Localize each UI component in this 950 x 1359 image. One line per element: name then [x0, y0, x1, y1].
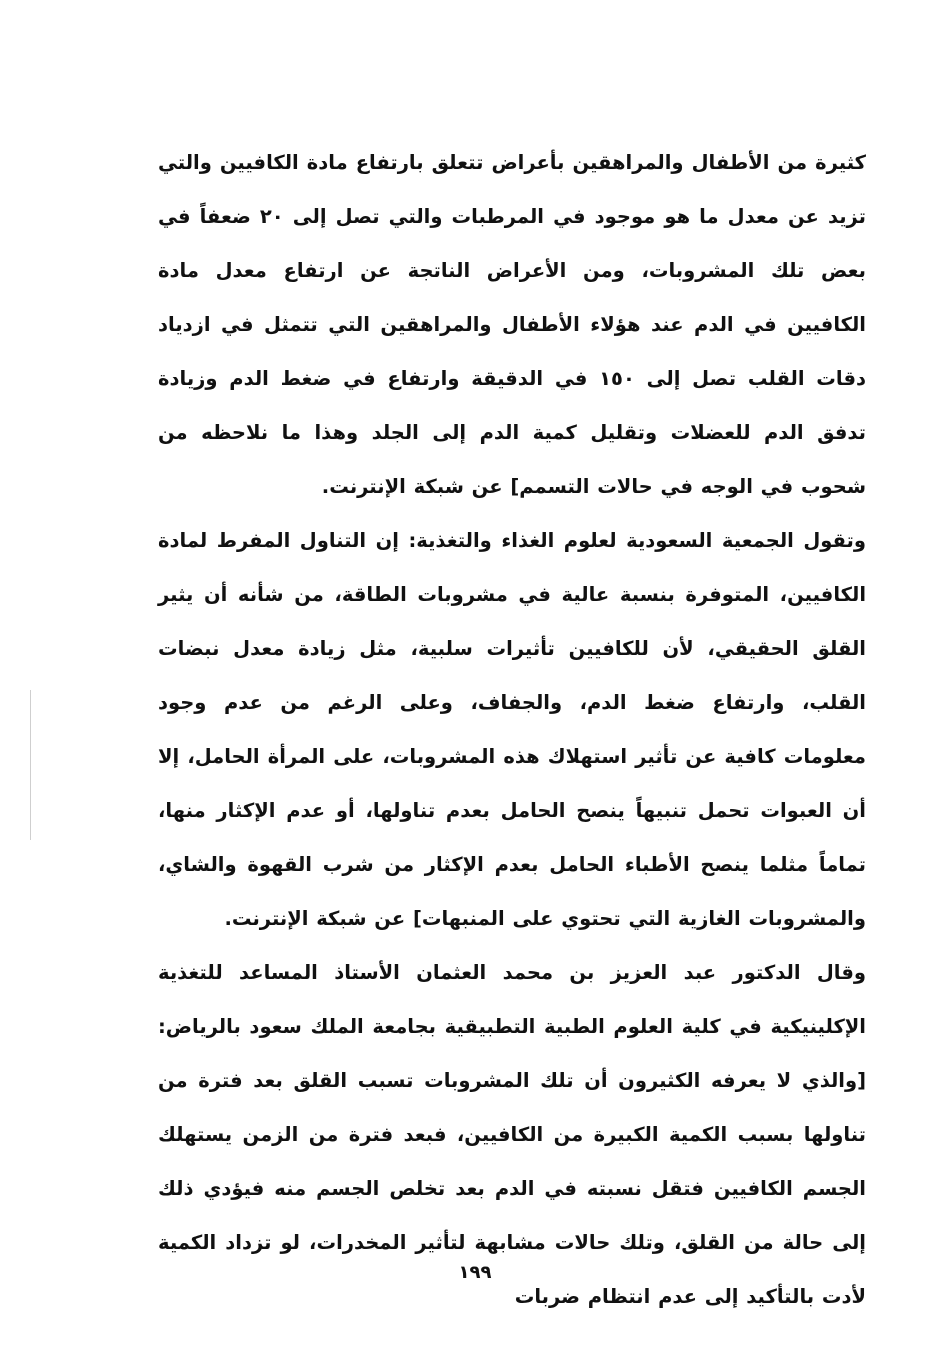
body-text [158, 136, 866, 1324]
page-number: ١٩٩ [458, 1262, 492, 1283]
paragraph-3: وقال الدكتور عبد العزيز بن محمد العثمان الأستاذ المساعد للتغذية الإكلينيكية في كلية العلوم الطبية التطبيقية بجامعة الملك سعود بالرياض:[والذي لا يعرفه الكثيرون أن تلك المشروبات تسبب القلق بعد فترة من تناولها بسبب الكمية الكبيرة من الكافيين، فبعد فترة من الزمن يستهلك الجسم الكافيين فتقل نسبته في الدم بعد تخلص الجسم منه فيؤدي ذلك إلى حالة من القلق، وتلك حالات مشابهة لتأثير المخدرات، لو تزداد الكمية لأدت بالتأكيد إلى عدم انتظام ضربات [158, 961, 866, 1308]
scan-edge-line [30, 690, 31, 840]
paragraph-2: وتقول الجمعية السعودية لعلوم الغذاء والتغذية: إن التناول المفرط لمادة الكافيين، المتوفرة بنسبة عالية في مشروبات الطاقة، من شأنه أن يثير القلق الحقيقي، لأن للكافيين تأثيرات سلبية، مثل زيادة معدل نبضات القلب، وارتفاع ضغط الدم، والجفاف، وعلى الرغم من عدم وجود معلومات كافية عن تأثير استهلاك هذه المشروبات، على المرأة الحامل، إلا أن العبوات تحمل تنبيهاً ينصح الحامل بعدم تناولها، أو عدم الإكثار منها، تماماً مثلما ينصح الأطباء الحامل بعدم الإكثار من شرب القهوة والشاي، والمشروبات الغازية التي تحتوي على المنبهات] عن شبكة الإنترنت. [158, 529, 866, 930]
paragraph-1: كثيرة من الأطفال والمراهقين بأعراض تتعلق بارتفاع مادة الكافيين والتي تزيد عن معدل ما هو موجود في المرطبات والتي تصل إلى ٢٠ ضعفاً في بعض تلك المشروبات، ومن الأعراض الناتجة عن ارتفاع معدل مادة الكافيين في الدم عند هؤلاء الأطفال والمراهقين التي تتمثل في ازدياد دقات القلب تصل إلى ١٥٠ في الدقيقة وارتفاع في ضغط الدم وزيادة تدفق الدم للعضلات وتقليل كمية الدم إلى الجلد وهذا ما نلاحظه من شحوب في الوجه في حالات التسمم] عن شبكة الإنترنت. [158, 151, 866, 498]
